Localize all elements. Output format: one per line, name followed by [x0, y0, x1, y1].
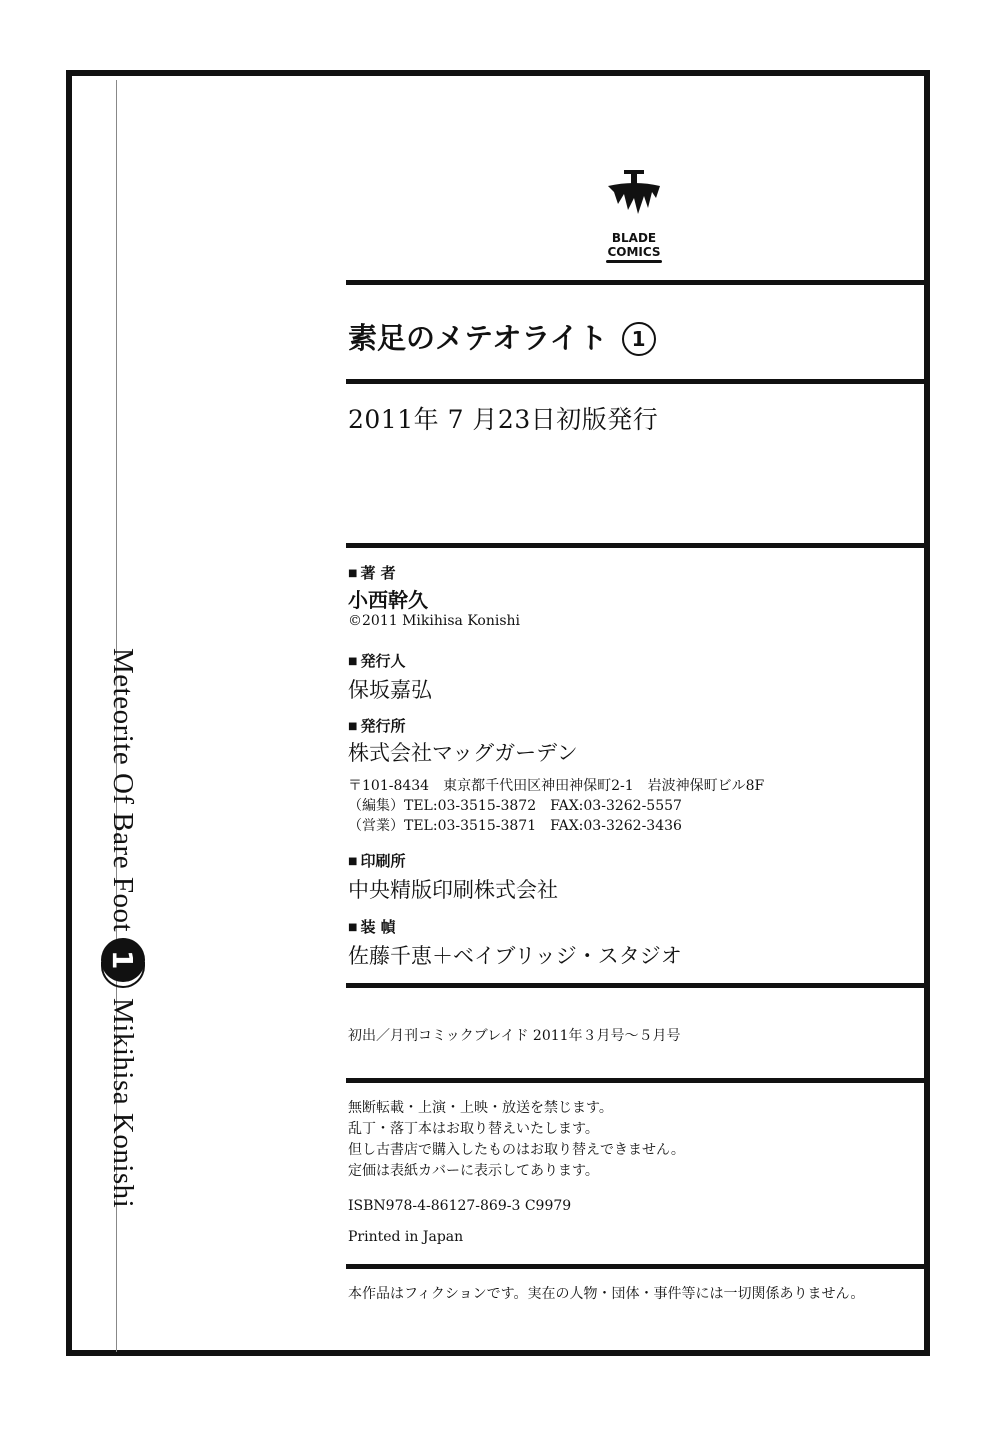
spine-volume-outline: [101, 962, 145, 988]
notice-item: 乱丁・落丁本はお取り替えいたします。: [348, 1121, 599, 1137]
publisher-address: 〒101-8434 東京都千代田区神田神保町2-1 岩波神保町ビル8F: [348, 778, 765, 794]
rule-notices: [346, 1078, 926, 1083]
book-title: [348, 316, 656, 357]
publisher-name: 株式会社マッグガーデン: [348, 741, 578, 765]
fiction-notice: 本作品はフィクションです。実在の人物・団体・事件等には一切関係ありません。: [348, 1286, 865, 1302]
rule-first-appearance: [346, 983, 926, 988]
spine-text: [101, 648, 145, 1208]
rule-fiction: [346, 1264, 926, 1269]
publisher-person-label: ■ 発行人: [348, 650, 405, 671]
spine-title: Meteorite Of Bare Foot: [107, 648, 140, 933]
notice-item: 定価は表紙カバーに表示してあります。: [348, 1163, 599, 1179]
author-name: 小西幹久: [348, 588, 428, 612]
logo-line1: BLADE: [611, 231, 657, 245]
printer-label: ■ 印刷所: [348, 850, 405, 871]
edit-contact: （編集）TEL:03-3515-3872 FAX:03-3262-5557: [348, 798, 682, 814]
rule-under-title: [346, 379, 926, 384]
rule-top: [346, 280, 926, 285]
publication-date: 2011年 7 月23日初版発行: [348, 405, 659, 434]
blade-comics-logo-icon: [598, 168, 678, 268]
book-volume-badge: 1: [622, 322, 656, 356]
design-name: 佐藤千恵＋ベイブリッジ・スタジオ: [348, 944, 682, 968]
notice-item: 無断転載・上演・上映・放送を禁じます。: [348, 1100, 613, 1116]
printer-name: 中央精版印刷株式会社: [348, 878, 558, 902]
design-label: ■ 装 幀: [348, 916, 396, 937]
rule-credits: [346, 543, 926, 548]
spine-author: Mikihisa Konishi: [107, 998, 140, 1209]
copyright-line: ©2011 Mikihisa Konishi: [348, 613, 521, 629]
first-appearance: 初出／月刊コミックブレイド 2011年３月号～５月号: [348, 1028, 681, 1044]
publisher-person-name: 保坂嘉弘: [348, 678, 432, 702]
printed-in: Printed in Japan: [348, 1229, 464, 1245]
notice-item: 但し古書店で購入したものはお取り替えできません。: [348, 1142, 685, 1158]
author-label: ■ 著 者: [348, 562, 396, 583]
notice-list: [348, 1098, 685, 1182]
logo-line2: COMICS: [607, 245, 661, 259]
isbn: ISBN978-4-86127-869-3 C9979: [348, 1198, 572, 1214]
publisher-label: ■ 発行所: [348, 715, 405, 736]
book-title-text: 素足のメテオライト: [348, 321, 608, 355]
sales-contact: （営業）TEL:03-3515-3871 FAX:03-3262-3436: [348, 818, 682, 834]
spine-volume-badge: 1: [101, 938, 145, 982]
